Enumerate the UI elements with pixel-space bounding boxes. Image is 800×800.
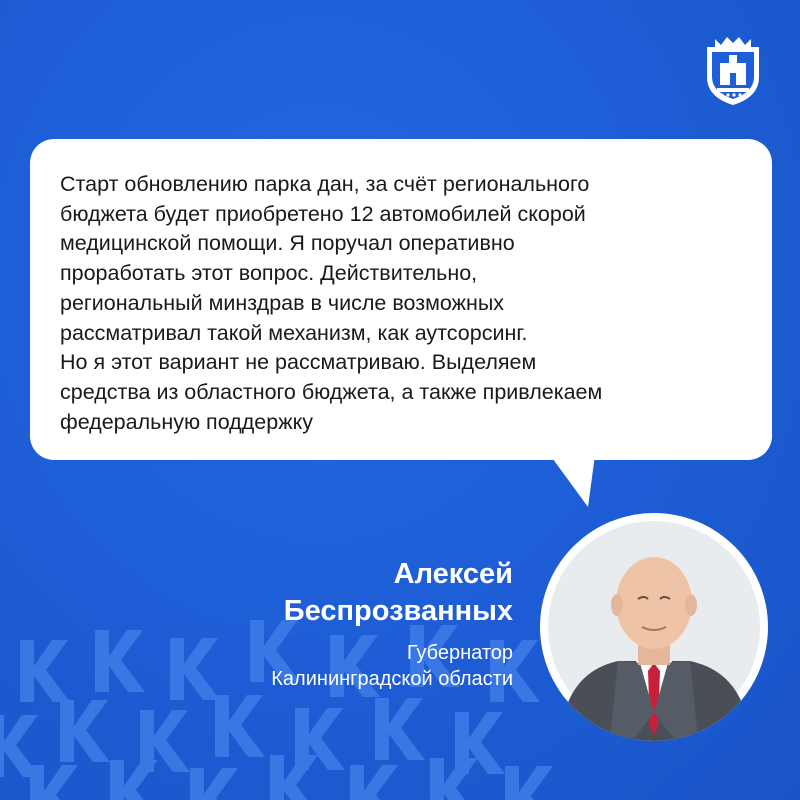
quote-line: федеральную поддержку: [60, 409, 313, 434]
governor-portrait: [540, 513, 768, 741]
quote-line: средства из областного бюджета, а также привлекаем: [60, 379, 603, 404]
quote-line: проработать этот вопрос. Действительно,: [60, 261, 478, 286]
quote-line: региональный минздрав в числе возможных: [60, 290, 505, 315]
author-region: Калининградской области: [271, 668, 513, 690]
author-first-name: Алексей: [393, 558, 513, 590]
quote-line: Старт обновлению парка дан, за счёт регионального: [60, 172, 590, 196]
coat-of-arms-icon: [701, 33, 765, 107]
quote-bubble-tail: [540, 455, 600, 515]
author-last-name: Беспрозванных: [283, 595, 513, 627]
quote-text: [60, 170, 750, 437]
author-name: [284, 556, 513, 630]
quote-line: Но я этот вариант не рассматриваю. Выделяем: [60, 350, 537, 375]
quote-line: медицинской помощи. Я поручал оперативно: [60, 231, 515, 256]
author-role: [271, 640, 513, 692]
quote-line: рассматривал такой механизм, как аутсорсинг.: [60, 320, 528, 345]
author-title: Губернатор: [406, 642, 513, 664]
quote-line: бюджета будет приобретено 12 автомобилей скорой: [60, 201, 586, 226]
